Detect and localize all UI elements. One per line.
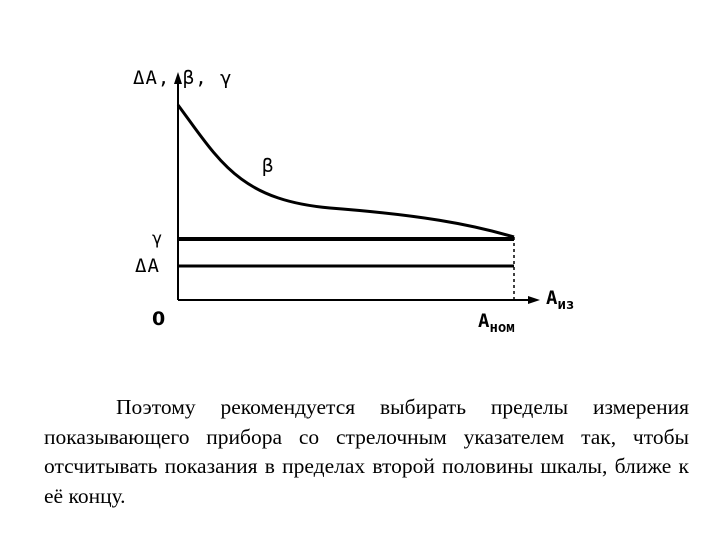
body-paragraph: Поэтому рекомендуется выбирать пределы измерения показывающего прибора со стрелочным указателем так, чтобы отсчитывать показания в пределах второй половины шкалы, ближе к её концу. xyxy=(44,395,689,508)
beta-curve xyxy=(178,105,514,237)
nominal-label-main: A xyxy=(478,310,490,332)
beta-curve-label: β xyxy=(262,155,274,177)
gamma-line-label: γ xyxy=(152,229,163,249)
x-axis-label-main: A xyxy=(546,287,558,309)
x-axis-arrow xyxy=(528,296,540,304)
x-axis-label-sub: из xyxy=(557,296,575,313)
x-axis-label xyxy=(546,289,574,312)
nominal-label xyxy=(478,312,515,335)
nominal-label-sub: ном xyxy=(489,319,515,336)
y-axis-label: ΔA, β, γ xyxy=(133,67,233,89)
delta-a-line-label: ΔA xyxy=(135,255,160,277)
origin-label: 0 xyxy=(152,308,166,330)
